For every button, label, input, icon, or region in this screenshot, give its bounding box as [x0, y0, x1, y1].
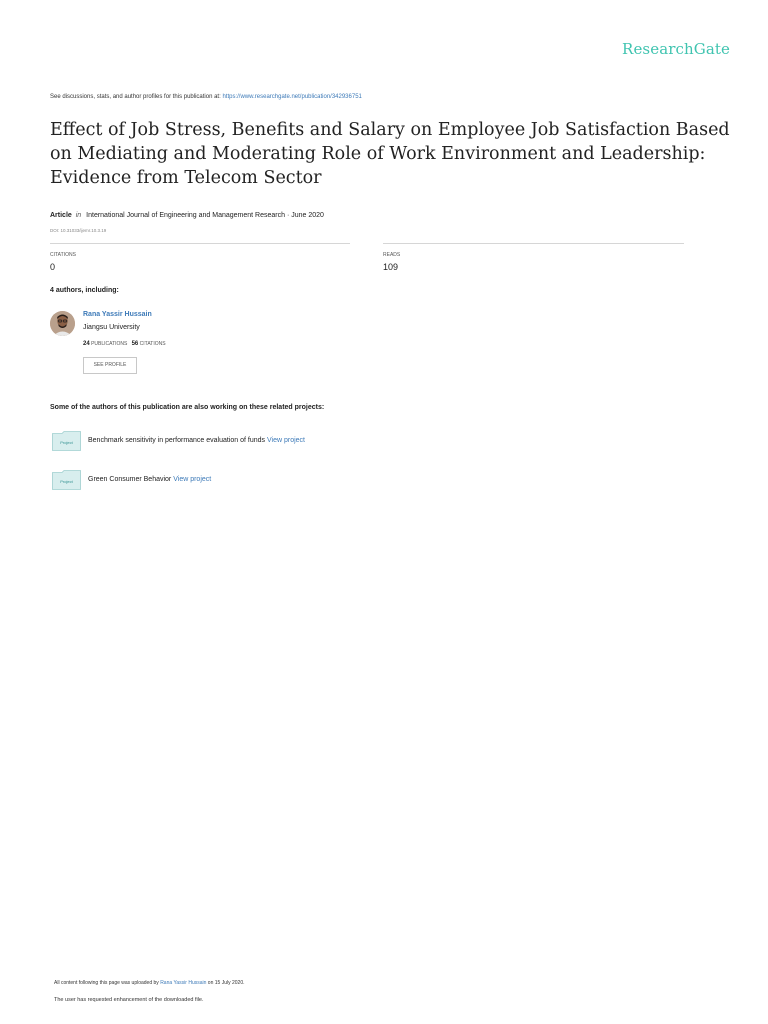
reads-label: READS: [383, 252, 401, 258]
project-folder-icon: [52, 431, 81, 451]
citations-value: 0: [50, 262, 56, 272]
publication-title: Effect of Job Stress, Benefits and Salary on Employee Job Satisfaction Based on Mediating and Moderating Role of Work Environment and Leadership: Evidence from Telecom Sector: [50, 120, 730, 188]
publication-url-link[interactable]: https://www.researchgate.net/publication/342936751: [222, 94, 362, 100]
citations-label: CITATIONS: [50, 252, 76, 258]
author-institution: Jiangsu University: [83, 324, 140, 331]
author-citations-label: CITATIONS: [139, 341, 166, 347]
upload-prefix: All content following this page was uploaded by: [54, 980, 161, 986]
view-project-link[interactable]: View project: [267, 437, 306, 444]
upload-notice: [54, 980, 245, 986]
article-type: Article: [50, 212, 72, 219]
uploader-link[interactable]: Rana Yassir Hussain: [160, 980, 207, 986]
researchgate-logo[interactable]: ResearchGate: [622, 40, 730, 58]
reads-divider: [383, 243, 684, 244]
see-profile-button[interactable]: SEE PROFILE: [83, 357, 137, 374]
authors-heading: 4 authors, including:: [50, 287, 119, 294]
upload-suffix: on 15 July 2020.: [206, 980, 245, 986]
author-publications-count: 24: [83, 341, 90, 347]
project-title: Benchmark sensitivity in performance evaluation of funds: [88, 437, 266, 444]
enhancement-note: The user has requested enhancement of the downloaded file.: [54, 997, 204, 1003]
publication-meta: [50, 212, 324, 219]
author-citations-count: 56: [131, 341, 139, 347]
journal-name[interactable]: International Journal of Engineering and Management Research: [86, 212, 286, 219]
publication-date: · June 2020: [285, 212, 324, 219]
reads-value: 109: [383, 262, 399, 272]
discussion-notice: [50, 94, 362, 100]
project-folder-icon: [52, 470, 81, 490]
author-stats: [83, 341, 166, 347]
author-photo-icon: [50, 311, 75, 336]
project-icon-label: Project: [60, 440, 73, 445]
author-avatar[interactable]: [50, 311, 75, 336]
citations-divider: [50, 243, 350, 244]
in-word: in: [75, 212, 82, 219]
author-name-link[interactable]: Rana Yassir Hussain: [83, 311, 152, 318]
view-project-link[interactable]: View project: [173, 476, 212, 483]
project-item: [88, 476, 211, 483]
doi-text[interactable]: DOI: 10.31033/ijemr.10.3.19: [50, 228, 107, 233]
project-title: Green Consumer Behavior: [88, 476, 172, 483]
project-item: [88, 437, 305, 444]
discussion-notice-text: See discussions, stats, and author profiles for this publication at:: [50, 94, 223, 100]
project-icon-label: Project: [60, 479, 73, 484]
author-publications-label: PUBLICATIONS: [91, 341, 128, 347]
related-projects-heading: Some of the authors of this publication are also working on these related projects:: [50, 404, 325, 411]
